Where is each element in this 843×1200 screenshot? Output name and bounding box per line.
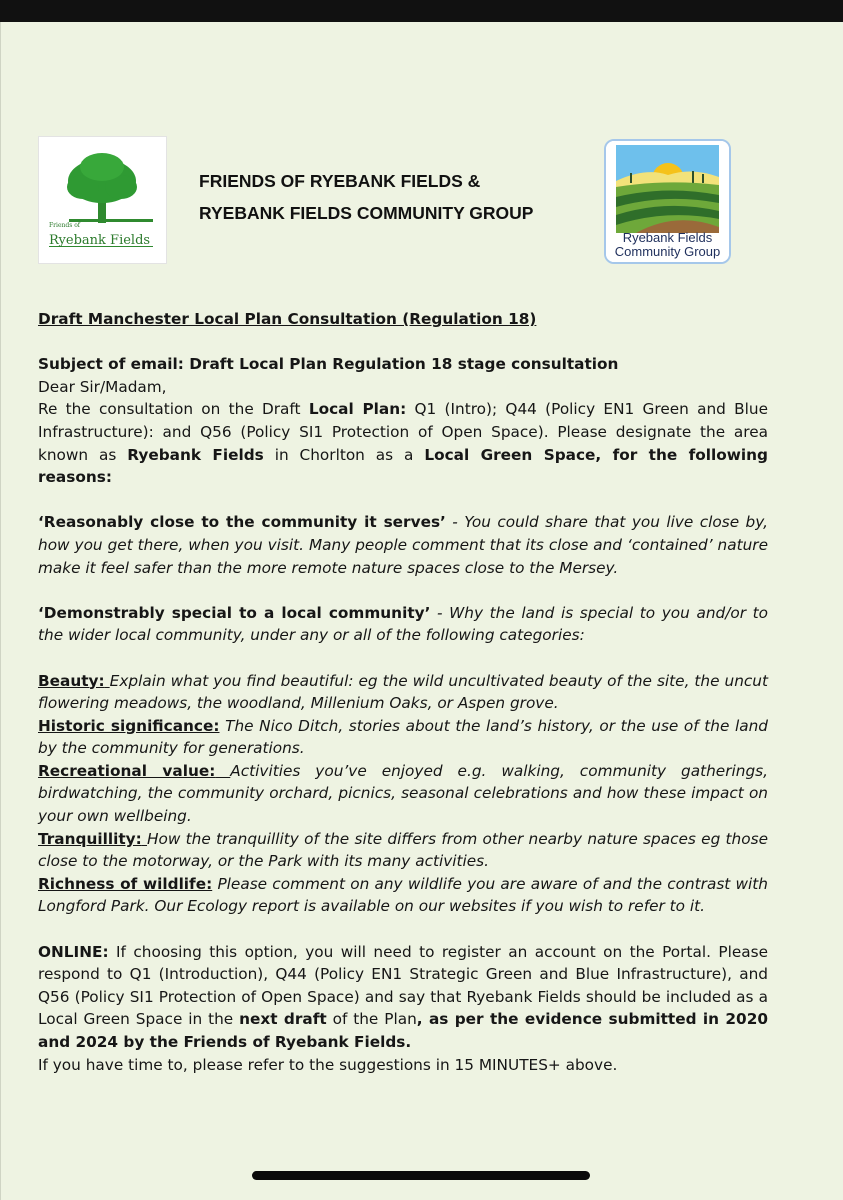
header-title-line-2: RYEBANK FIELDS COMMUNITY GROUP xyxy=(199,203,534,223)
intro-paragraph: Re the consultation on the Draft Local Plan: Q1 (Intro); Q44 (Policy EN1 Green and Blue Infrastructure): and Q56 (Policy SI1 Protection of Open Space). Please designate the area known as Ryebank Fields in Chorlton as a Local Green Space, for the following reasons: xyxy=(38,400,769,487)
salutation: Dear Sir/Madam, xyxy=(38,377,167,396)
header-title-line-1: FRIENDS OF RYEBANK FIELDS & xyxy=(199,171,481,191)
logo-right-line-1: Ryebank Fields xyxy=(622,230,713,245)
home-indicator-bar[interactable] xyxy=(252,1171,590,1180)
community-group-logo xyxy=(604,139,731,264)
document-heading: Draft Manchester Local Plan Consultation (Regulation 18) xyxy=(38,310,537,328)
closing-note: If you have time to, please refer to the suggestions in 15 MINUTES+ above. xyxy=(38,1055,618,1074)
document-page xyxy=(0,22,843,1200)
category-tranquillity: Tranquillity: How the tranquillity of the site differs from other nearby nature spaces eg those close to the motorway, or the Park with its many activities. xyxy=(38,829,768,871)
category-historic-significance: Historic significance: The Nico Ditch, stories about the land’s history, or the use of the land by the community for generations. xyxy=(38,716,768,758)
logo-left-small-text: Friends of xyxy=(49,222,81,229)
email-subject: Subject of email: Draft Local Plan Regulation 18 stage consultation xyxy=(38,355,619,374)
criterion-close-to-community: ‘Reasonably close to the community it serves’ - You could share that you live close by, how you get there, when you visit. Many people comment that its close and ‘contained’ nature make it feel safer than the more remote nature spaces close to the Mersey. xyxy=(38,513,768,577)
logo-right-line-2: Community Group xyxy=(614,244,721,259)
online-instructions: ONLINE: If choosing this option, you will need to register an account on the Portal. Please respond to Q1 (Introduction), Q44 (Policy EN1 Strategic Green and Blue Infrastructure), and Q56 (Policy SI1 Protection of Open Space) and say that Ryebank Fields should be included as a Local Green Space in the next draft of the Plan, as per the evidence submitted in 2020 and 2024 by the Friends of Ryebank Fields. xyxy=(38,942,768,1051)
criterion-demonstrably-special: ‘Demonstrably special to a local community’ - Why the land is special to you and/or to the wider local community, under any or all of the following categories: xyxy=(38,603,768,645)
category-recreational-value: Recreational value: Activities you’ve enjoyed e.g. walking, community gatherings, birdwatching, the community orchard, picnics, seasonal celebrations and how these impact on your own wellbeing. xyxy=(38,761,768,826)
friends-of-ryebank-logo xyxy=(38,136,167,264)
category-beauty: Beauty: Explain what you find beautiful: eg the wild uncultivated beauty of the site, the uncut flowering meadows, the woodland, Millenium Oaks, or Aspen grove. xyxy=(38,671,769,713)
letter-body xyxy=(38,308,768,1076)
category-richness-of-wildlife: Richness of wildlife: Please comment on any wildlife you are aware of and the contrast with Longford Park. Our Ecology report is available on our websites if you wish to refer to it. xyxy=(38,874,768,916)
logo-left-main-text: Ryebank Fields xyxy=(49,233,151,248)
page-edge xyxy=(0,22,1,1200)
